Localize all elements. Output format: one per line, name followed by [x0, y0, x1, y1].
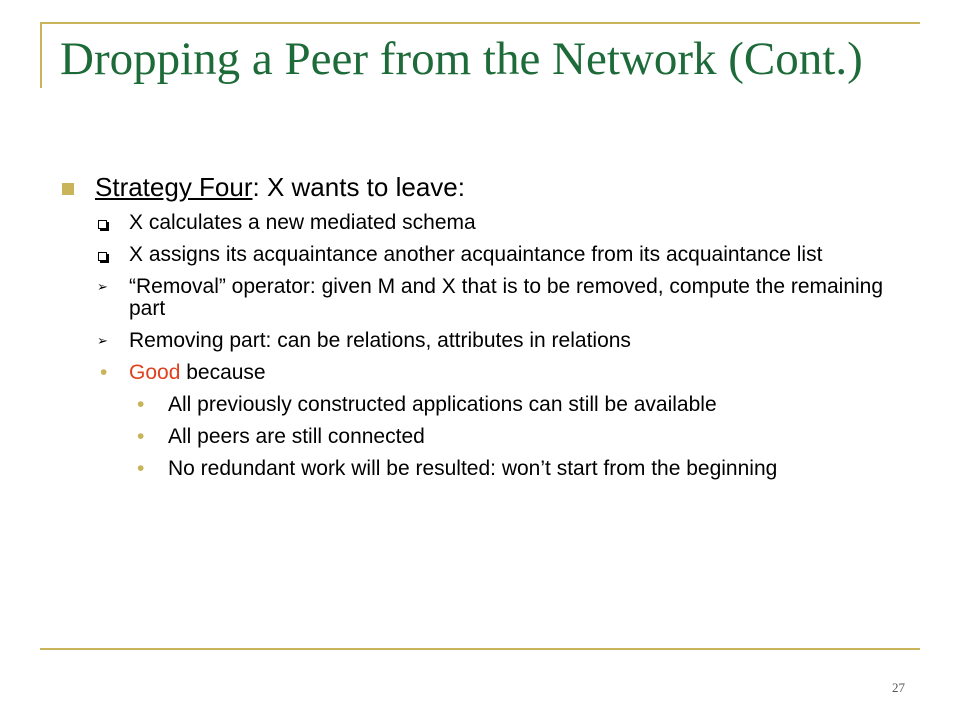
list-item	[60, 330, 900, 352]
reason-text: No redundant work will be resulted: won’t start from the beginning	[168, 457, 778, 480]
reason-item	[60, 458, 900, 480]
frame-bottom-line	[40, 648, 920, 650]
list-item	[60, 276, 900, 320]
list-item-text: “Removal” operator: given M and X that is to be removed, compute the remaining part	[129, 275, 884, 320]
square-bullet-icon	[62, 183, 74, 195]
reason-text: All previously constructed applications can still be available	[168, 393, 717, 416]
reason-item	[60, 426, 900, 448]
strategy-four-label: Strategy Four	[95, 172, 253, 202]
dot-bullet-icon: •	[137, 457, 145, 480]
dot-bullet-icon: •	[100, 361, 108, 384]
list-item-text: X calculates a new mediated schema	[129, 211, 476, 234]
reason-text: All peers are still connected	[168, 425, 425, 448]
good-label: Good	[129, 361, 181, 384]
good-rest: because	[180, 361, 266, 384]
dot-bullet-icon: •	[137, 425, 145, 448]
list-item	[60, 212, 900, 234]
strategy-four-rest: : X wants to leave:	[252, 172, 465, 202]
frame-top-line	[40, 22, 920, 24]
box-bullet-icon	[98, 252, 107, 261]
arrow-bullet-icon: ➢	[97, 279, 108, 294]
dot-bullet-icon: •	[137, 393, 145, 416]
good-because-item	[60, 362, 900, 384]
frame-left-line	[40, 22, 42, 88]
slide-body	[60, 172, 900, 490]
list-item	[60, 244, 900, 266]
slide-title: Dropping a Peer from the Network (Cont.)	[60, 33, 863, 85]
reason-item	[60, 394, 900, 416]
list-item-text: X assigns its acquaintance another acquaintance from its acquaintance list	[129, 243, 823, 266]
bullet-strategy-four	[60, 172, 900, 202]
box-bullet-icon	[98, 220, 107, 229]
page-number: 27	[892, 680, 905, 695]
list-item-text: Removing part: can be relations, attributes in relations	[129, 329, 631, 352]
arrow-bullet-icon: ➢	[97, 333, 108, 348]
